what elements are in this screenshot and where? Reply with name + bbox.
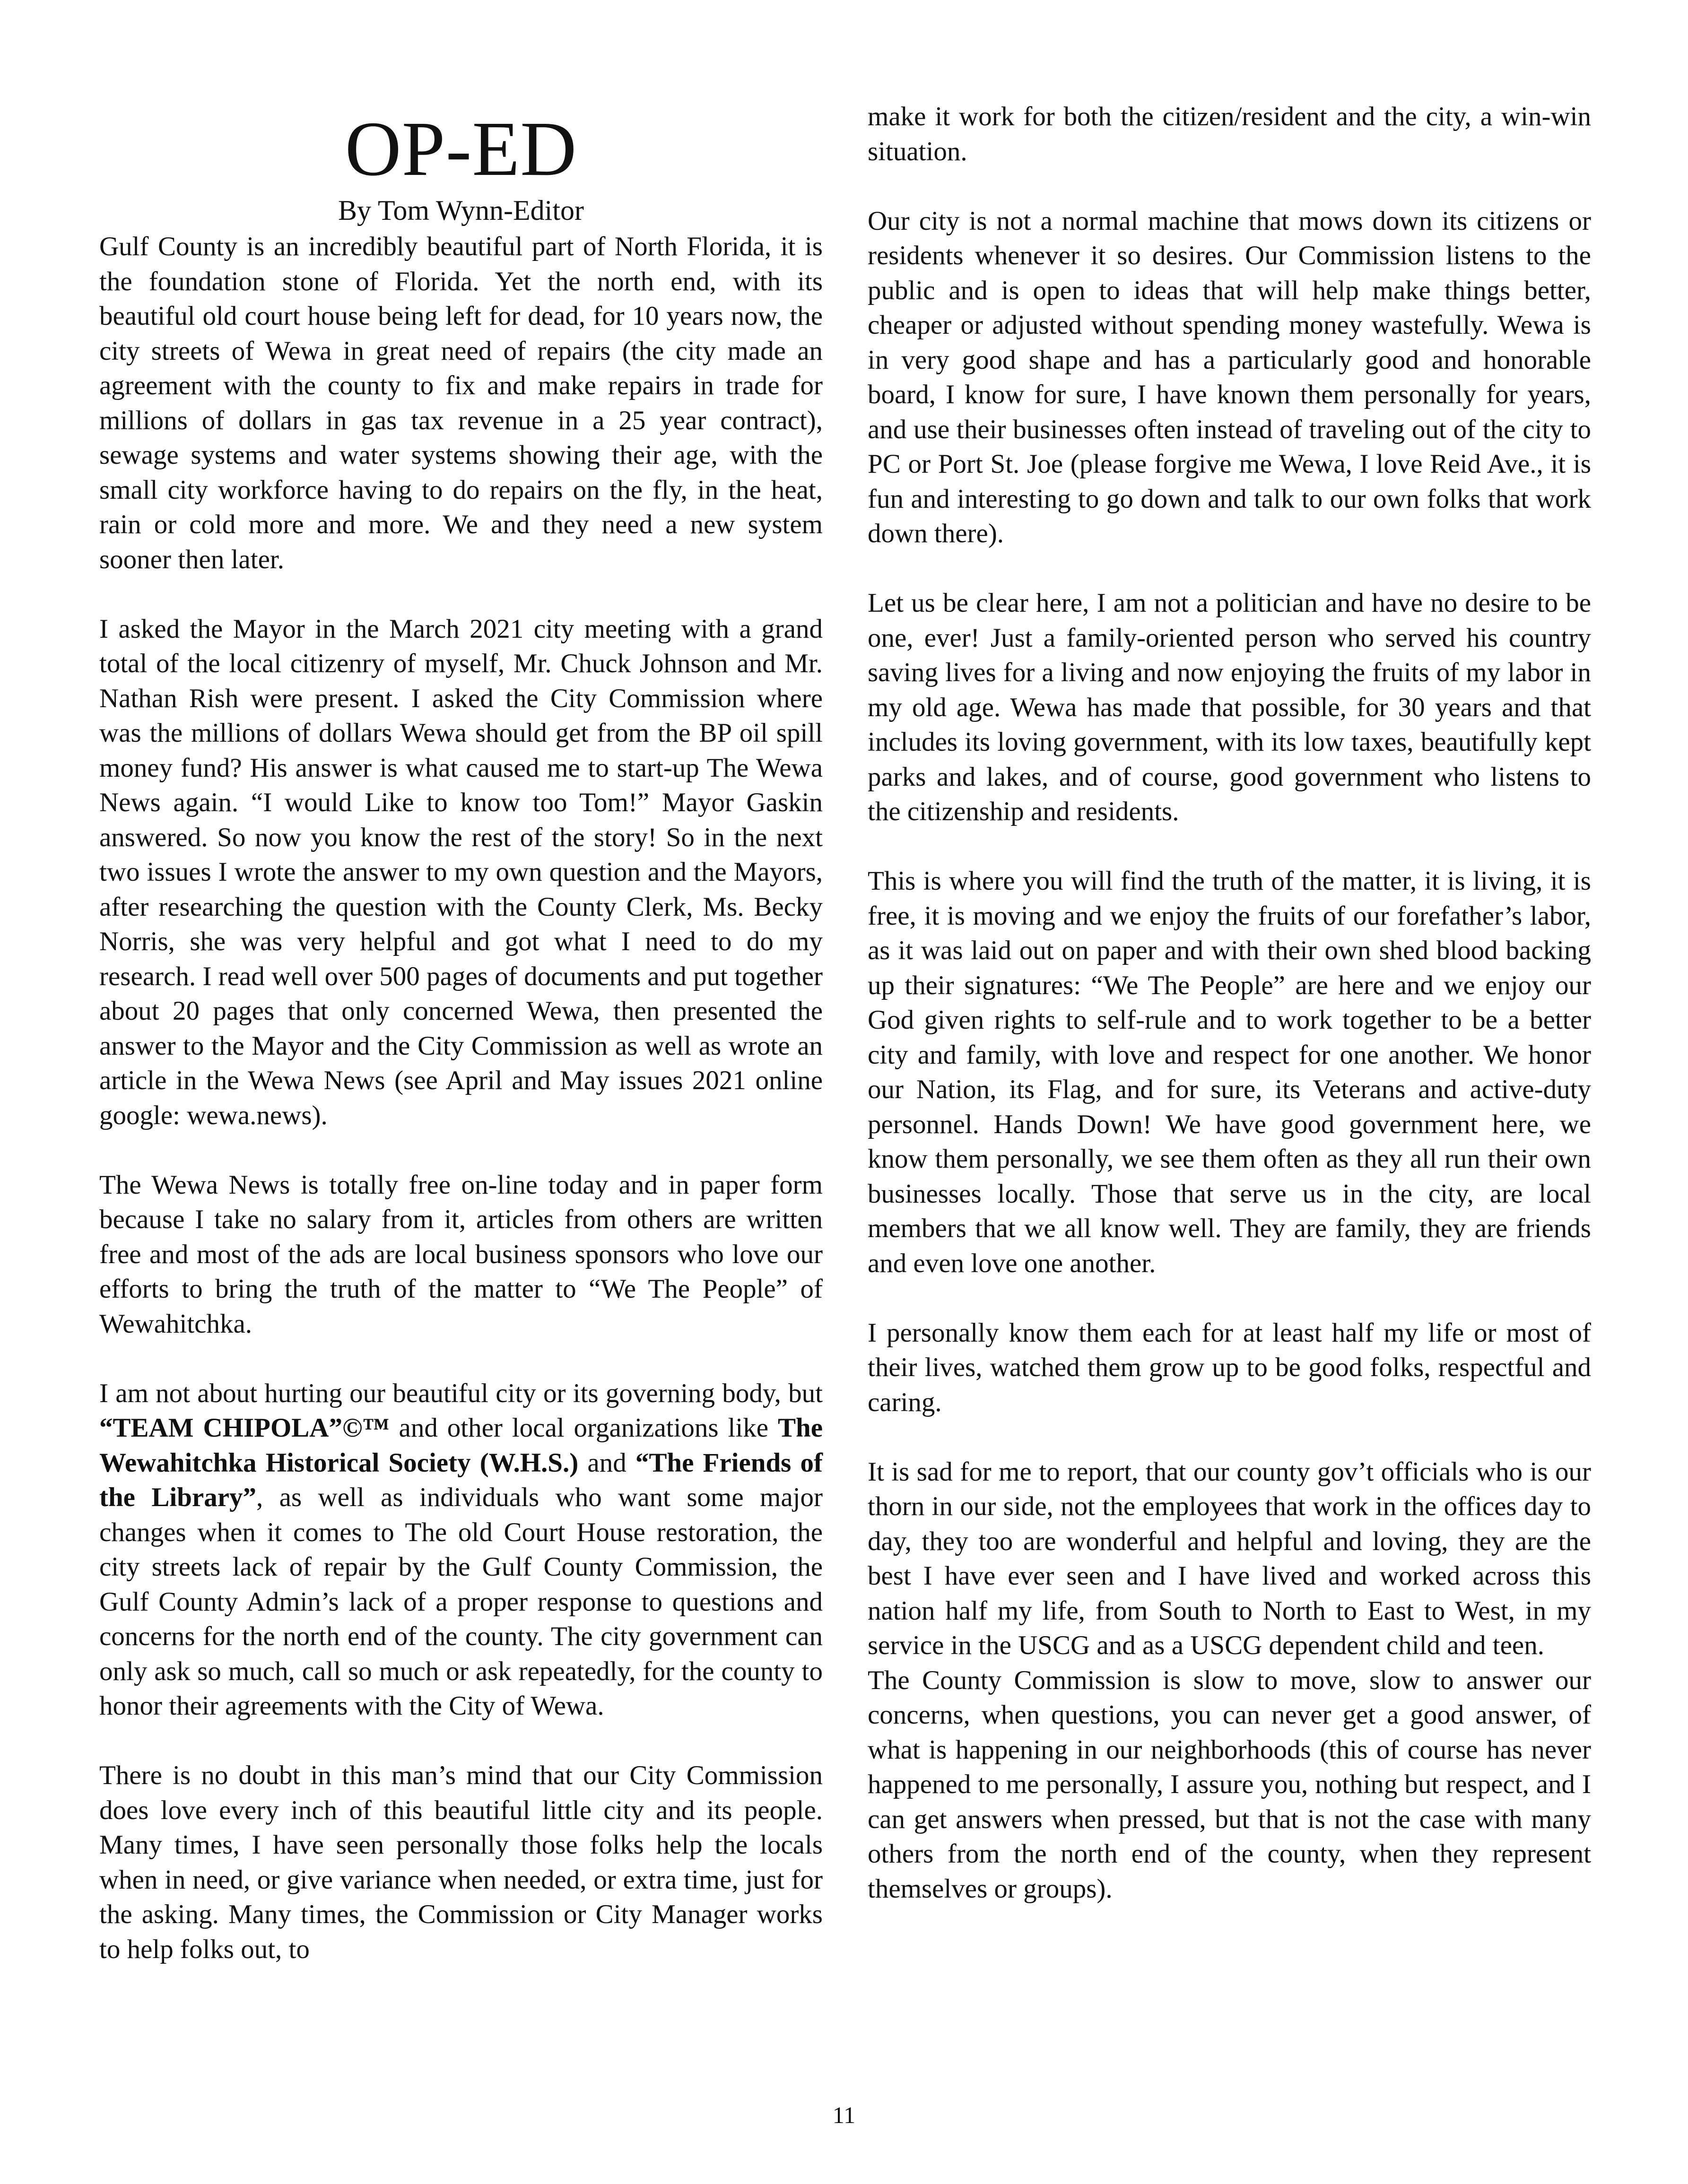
left-column — [99, 106, 823, 1967]
masthead — [99, 106, 823, 229]
paragraph: There is no doubt in this man’s mind that our City Commission does love every inch of this beautiful little city and its people. Many times, I have seen personally those folks help the locals when in need, or give variance when needed, or extra time, just for the asking. Many times, the Commission or City Manager works to help folks out, to — [99, 1760, 823, 1964]
paragraph-text: and — [578, 1447, 635, 1478]
paragraph-text: I am not about hurting our beautiful city or its governing body, but — [99, 1378, 823, 1408]
paragraph-text: , as well as individuals who want some major changes when it comes to The old Court House restoration, the city streets lack of repair by the Gulf County Commission, the Gulf County Admin’s lack of a proper response to questions and concerns for the north end of the county. The city government can only ask so much, call so much or ask repeatedly, for the county to honor their agreements with the City of Wewa. — [99, 1482, 823, 1721]
friends-of-library-name: “The Friends of the Library” — [99, 1447, 823, 1512]
right-column — [868, 99, 1591, 1906]
article-byline: By Tom Wynn-Editor — [338, 195, 584, 226]
paragraph: make it work for both the citizen/resident and the city, a win-win situation. — [868, 102, 1591, 166]
paragraph: The County Commission is slow to move, slow to answer our concerns, when questions, you can never get a good answer, of what is happening in our neighborhoods (this of course has never happened to me personally, I assure you, nothing but respect, and I can get answers when pressed, but that is not the case with many others from the north end of the county, when they represent themselves or groups). — [868, 1665, 1591, 1904]
team-chipola-name: “TEAM CHIPOLA”©™ — [99, 1413, 390, 1443]
paragraph-text: and other local organizations like — [389, 1413, 778, 1443]
paragraph — [99, 1376, 823, 1724]
paragraph: This is where you will find the truth of the matter, it is living, it is free, it is moving and we enjoy the fruits of our forefather’s labor, as it was laid out on paper and with their own shed blood backing up their signatures: “We The People” are here and we enjoy our God given rights to self-rule and to work together to be a better city and family, with love and respect for one another. We honor our Nation, its Flag, and for sure, its Veterans and active-duty personnel. Hands Down! We have good government here, we know them personally, we see them often as they all run their own businesses locally. Those that serve us in the city, are local members that we all know well. They are family, they are friends and even love one another. — [868, 866, 1591, 1278]
paragraph: Let us be clear here, I am not a politician and have no desire to be one, ever! Just a family-oriented person who served his country saving lives for a living and now enjoying the fruits of my labor in my old age. Wewa has made that possible, for 30 years and that includes its loving government, with its low taxes, beautifully kept parks and lakes, and of course, good government who listens to the citizenship and residents. — [868, 588, 1591, 826]
page-number: 11 — [832, 2102, 856, 2128]
article-title: OP-ED — [345, 105, 577, 192]
paragraph: It is sad for me to report, that our county gov’t officials who is our thorn in our side, not the employees that work in the offices day to day, they too are wonderful and helpful and loving, they are the best I have ever seen and I have lived and worked across this nation half my life, from South to North to East to West, in my service in the USCG and as a USCG dependent child and teen. — [868, 1456, 1591, 1660]
paragraph: Our city is not a normal machine that mows down its citizens or residents whenever it so desires. Our Commission listens to the public and is open to ideas that will help make things better, cheaper or adjusted without spending money wastefully. Wewa is in very good shape and has a particularly good and honorable board, I know for sure, I have known them personally for years, and use their businesses often instead of traveling out of the city to PC or Port St. Joe (please forgive me Wewa, I love Reid Ave., it is fun and interesting to go down and talk to our own folks that work down there). — [868, 206, 1591, 548]
historical-society-name: The Wewahitchka Historical Society (W.H.S.) — [99, 1413, 823, 1478]
paragraph: Gulf County is an incredibly beautiful part of North Florida, it is the foundation stone of Florida. Yet the north end, with its beautiful old court house being left for dead, for 10 years now, the city streets of Wewa in great need of repairs (the city made an agreement with the county to fix and make repairs in trade for millions of dollars in gas tax revenue in a 25 year contract), sewage systems and water systems showing their age, with the small city workforce having to do repairs on the fly, in the heat, rain or cold more and more. We and they need a new system sooner then later. — [99, 232, 823, 574]
paragraph: The Wewa News is totally free on-line today and in paper form because I take no salary from it, articles from others are written free and most of the ads are local business sponsors who love our efforts to bring the truth of the matter to “We The People” of Wewahitchka. — [99, 1170, 823, 1339]
paragraph: I asked the Mayor in the March 2021 city meeting with a grand total of the local citizenry of myself, Mr. Chuck Johnson and Mr. Nathan Rish were present. I asked the City Commission where was the millions of dollars Wewa should get from the BP oil spill money fund? His answer is what caused me to start-up The Wewa News again. “I would Like to know too Tom!” Mayor Gaskin answered. So now you know the rest of the story! So in the next two issues I wrote the answer to my own question and the Mayors, after researching the question with the County Clerk, Ms. Becky Norris, she was very helpful and got what I need to do my research. I read well over 500 pages of documents and put together about 20 pages that only concerned Wewa, then presented the answer to the Mayor and the City Commission as well as wrote an article in the Wewa News (see April and May issues 2021 online google: wewa.news). — [99, 614, 823, 1130]
paragraph: I personally know them each for at least half my life or most of their lives, watched them grow up to be good folks, respectful and caring. — [868, 1317, 1591, 1417]
